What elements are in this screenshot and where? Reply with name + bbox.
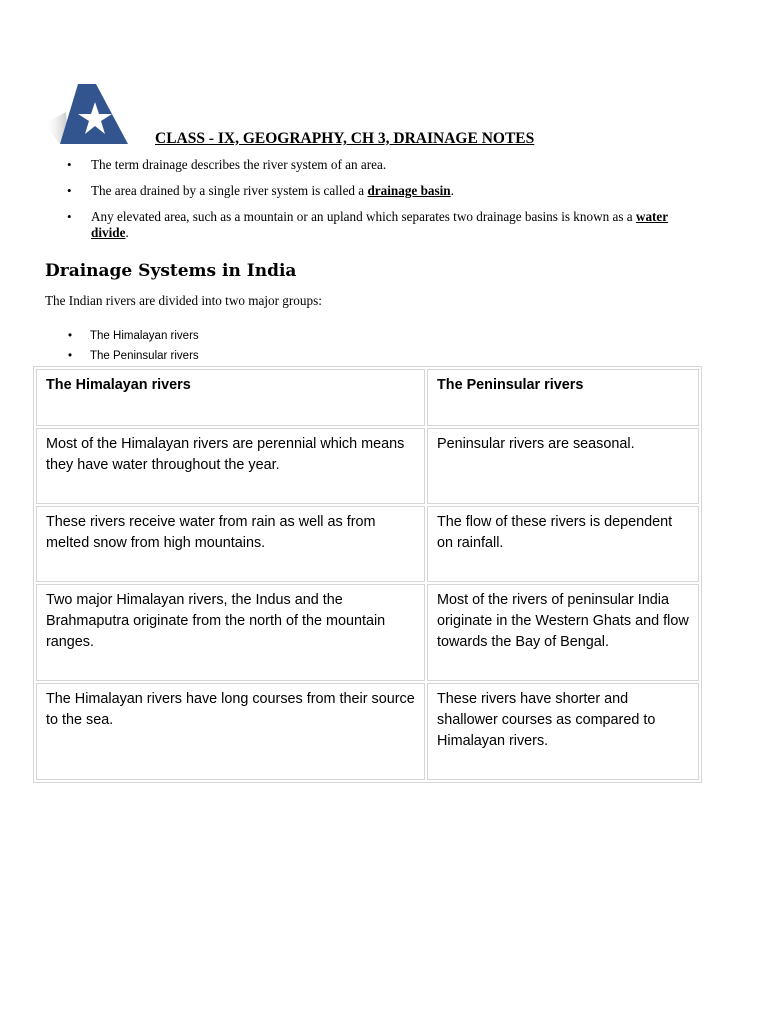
- header-cell-himalayan: The Himalayan rivers: [36, 369, 425, 426]
- table-cell: These rivers receive water from rain as well as from melted snow from high mountains.: [36, 506, 425, 582]
- list-item: [67, 157, 707, 173]
- drainage-basin-term: drainage basin: [367, 183, 451, 198]
- list-item: • Any elevated area, such as a mountain or an upland which separates two drainage basins is known as a water divide.: [67, 209, 707, 241]
- table-cell: The flow of these rivers is dependent on rainfall.: [427, 506, 699, 582]
- list-item: • The Himalayan rivers: [68, 326, 199, 346]
- table-row: [36, 428, 699, 504]
- table-row: [36, 683, 699, 780]
- section-heading: Drainage Systems in India: [45, 261, 297, 281]
- comparison-table: [33, 366, 702, 783]
- header-cell-peninsular: The Peninsular rivers: [427, 369, 699, 426]
- star-triangle-logo-icon: [44, 84, 130, 146]
- drainage-definition-text: The term drainage describes the river system of an area.: [91, 157, 387, 172]
- table-cell: Most of the Himalayan rivers are perennial which means they have water throughout the year.: [36, 428, 425, 504]
- table-cell: These rivers have shorter and shallower courses as compared to Himalayan rivers.: [427, 683, 699, 780]
- groups-intro-text: The Indian rivers are divided into two major groups:: [45, 293, 322, 308]
- intro-bullet-list: [67, 157, 707, 251]
- table-cell: Peninsular rivers are seasonal.: [427, 428, 699, 504]
- comparison-table-container: [33, 366, 702, 783]
- table-cell: The Himalayan rivers have long courses from their source to the sea.: [36, 683, 425, 780]
- river-groups-list: [68, 326, 199, 366]
- water-divide-term: water divide: [91, 209, 669, 240]
- table-cell: Most of the rivers of peninsular India originate in the Western Ghats and flow towards the Bay of Bengal.: [427, 584, 699, 681]
- list-item: • The area drained by a single river system is called a drainage basin.: [67, 183, 707, 199]
- table-row: [36, 584, 699, 681]
- table-cell: Two major Himalayan rivers, the Indus and the Brahmaputra originate from the north of the mountain ranges.: [36, 584, 425, 681]
- table-row: [36, 506, 699, 582]
- table-header-row: [36, 369, 699, 426]
- list-item: • The Peninsular rivers: [68, 346, 199, 366]
- document-title: CLASS - IX, GEOGRAPHY, CH 3, DRAINAGE NOTES: [155, 130, 535, 147]
